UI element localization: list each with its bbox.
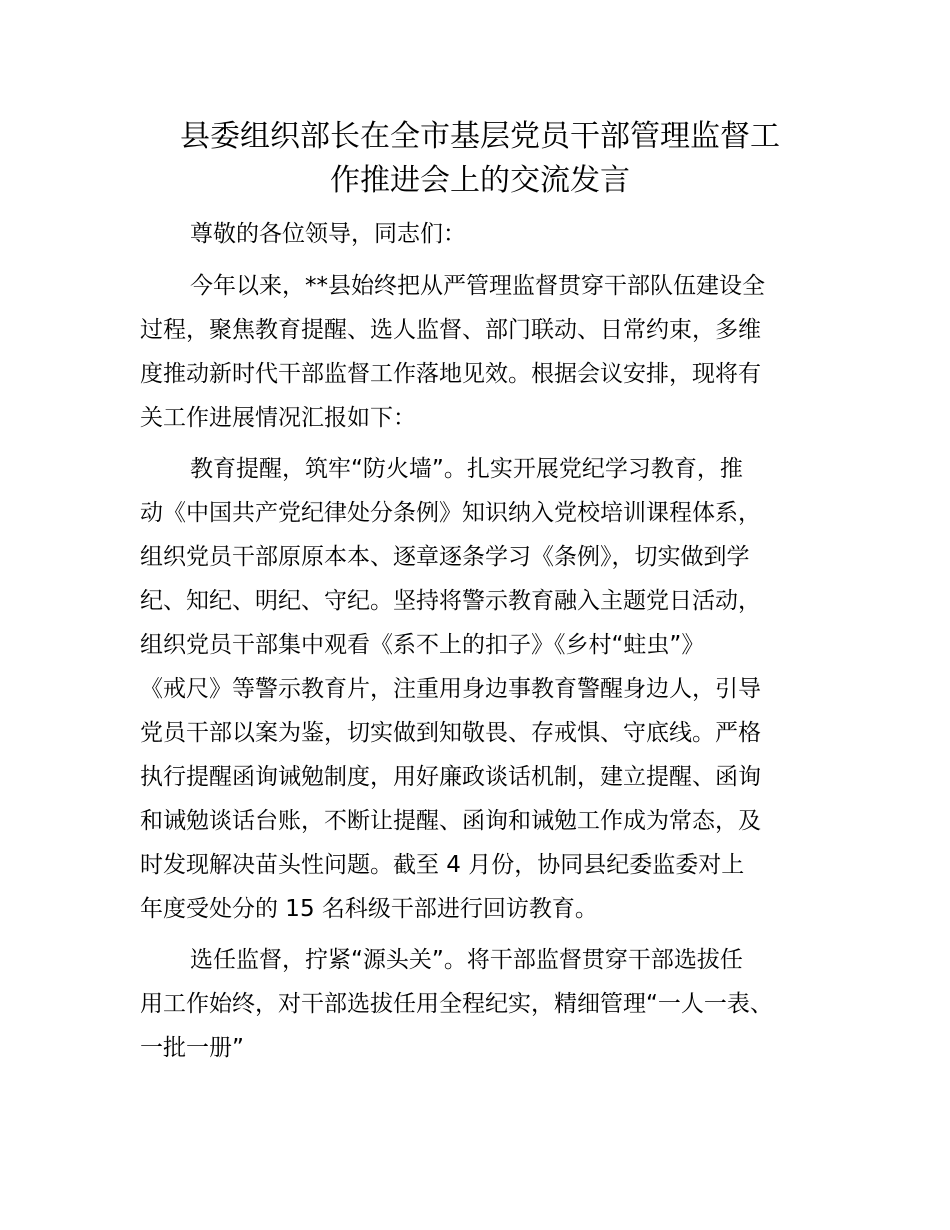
paragraph-2-line: 组织党员干部集中观看《系不上的扣子》《乡村“蛀虫”》	[140, 632, 705, 658]
document-title-line-2: 作推进会上的交流发言	[330, 163, 630, 198]
paragraph-2-line: 教育提醒，筑牢“防火墙”。扎实开展党纪学习教育，推	[190, 456, 743, 482]
paragraph-2-line: 执行提醒函询诫勉制度，用好廉政谈话机制，建立提醒、函询	[140, 764, 761, 790]
paragraph-3-line: 选任监督，拧紧“源头关”。将干部监督贯穿干部选拔任	[190, 947, 743, 973]
paragraph-2-line: 党员干部以案为鉴，切实做到知敬畏、存戒惧、守底线。严格	[140, 720, 761, 746]
paragraph-1-line: 今年以来，**县始终把从严管理监督贯穿干部队伍建设全	[190, 273, 765, 299]
paragraph-3-line: 一批一册”	[140, 1035, 244, 1061]
paragraph-2-line: 动《中国共产党纪律处分条例》知识纳入党校培训课程体系，	[140, 500, 761, 526]
paragraph-1-line: 度推动新时代干部监督工作落地见效。根据会议安排，现将有	[140, 361, 761, 387]
paragraph-1-line: 关工作进展情况汇报如下：	[140, 405, 416, 431]
salutation: 尊敬的各位领导，同志们：	[190, 221, 466, 247]
paragraph-2-line: 组织党员干部原原本本、逐章逐条学习《条例》，切实做到学	[140, 544, 750, 570]
paragraph-2-line: 纪、知纪、明纪、守纪。坚持将警示教育融入主题党日活动，	[140, 588, 761, 614]
paragraph-2-line: 和诫勉谈话台账，不断让提醒、函询和诫勉工作成为常态，及	[140, 808, 761, 834]
paragraph-2-line: 年度受处分的 15 名科级干部进行回访教育。	[140, 896, 598, 922]
paragraph-1-line: 过程，聚焦教育提醒、选人监督、部门联动、日常约束，多维	[140, 317, 761, 343]
paragraph-2-line: 《戒尺》等警示教育片，注重用身边事教育警醒身边人，引导	[140, 676, 761, 702]
document-title-line-1: 县委组织部长在全市基层党员干部管理监督工	[180, 119, 780, 154]
paragraph-3-line: 用工作始终，对干部选拔任用全程纪实，精细管理“一人一表、	[140, 991, 773, 1017]
paragraph-2-line: 时发现解决苗头性问题。截至 4 月份，协同县纪委监委对上	[140, 852, 745, 878]
